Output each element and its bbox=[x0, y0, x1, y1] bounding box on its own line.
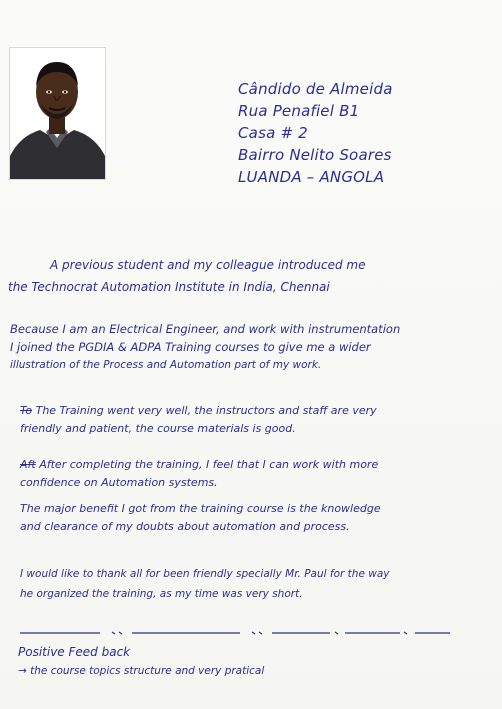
sender-address-block bbox=[238, 78, 393, 188]
strikeout-word: To bbox=[20, 404, 33, 417]
strikeout-word: Aft bbox=[20, 458, 36, 471]
address-line-3: Bairro Nelito Soares bbox=[238, 146, 392, 164]
paragraph-4-line-1: The major benefit I got from the training course is the knowledge bbox=[20, 502, 381, 515]
paragraph-1-line-2: I joined the PGDIA & ADPA Training courses to give me a wider bbox=[10, 340, 371, 354]
feedback-title: Positive Feed back bbox=[18, 645, 131, 659]
intro-line-1: A previous student and my colleague introduced me bbox=[50, 258, 366, 272]
sender-name: Cândido de Almeida bbox=[238, 80, 393, 98]
paragraph-2-text: The Training went very well, the instructors and staff are very bbox=[35, 404, 377, 417]
dashed-divider-line bbox=[20, 628, 450, 638]
portrait-photo bbox=[9, 47, 106, 180]
paragraph-5-line-1: I would like to thank all for been friendly specially Mr. Paul for the way bbox=[20, 568, 390, 580]
paragraph-3-text: After completing the training, I feel that I can work with more bbox=[39, 458, 379, 471]
paragraph-2-line-1 bbox=[20, 402, 502, 420]
paragraph-4-line-2: and clearance of my doubts about automation and process. bbox=[20, 520, 350, 533]
paragraph-1-line-1: Because I am an Electrical Engineer, and work with instrumentation bbox=[10, 322, 401, 336]
intro-line-2: the Technocrat Automation Institute in India, Chennai bbox=[8, 280, 330, 294]
address-line-2: Casa # 2 bbox=[238, 124, 308, 142]
address-line-1: Rua Penafiel B1 bbox=[238, 102, 360, 120]
paragraph-5-line-2: he organized the training, as my time was very short. bbox=[20, 588, 303, 600]
paragraph-1-line-3: illustration of the Process and Automation part of my work. bbox=[10, 359, 322, 371]
address-line-4: LUANDA – ANGOLA bbox=[238, 168, 385, 186]
feedback-line: → the course topics structure and very pratical bbox=[18, 665, 265, 677]
paragraph-2-line-2: friendly and patient, the course materials is good. bbox=[20, 422, 296, 435]
portrait-image bbox=[10, 48, 105, 179]
paragraph-3-line-2: confidence on Automation systems. bbox=[20, 476, 218, 489]
paragraph-3-line-1 bbox=[20, 456, 502, 474]
